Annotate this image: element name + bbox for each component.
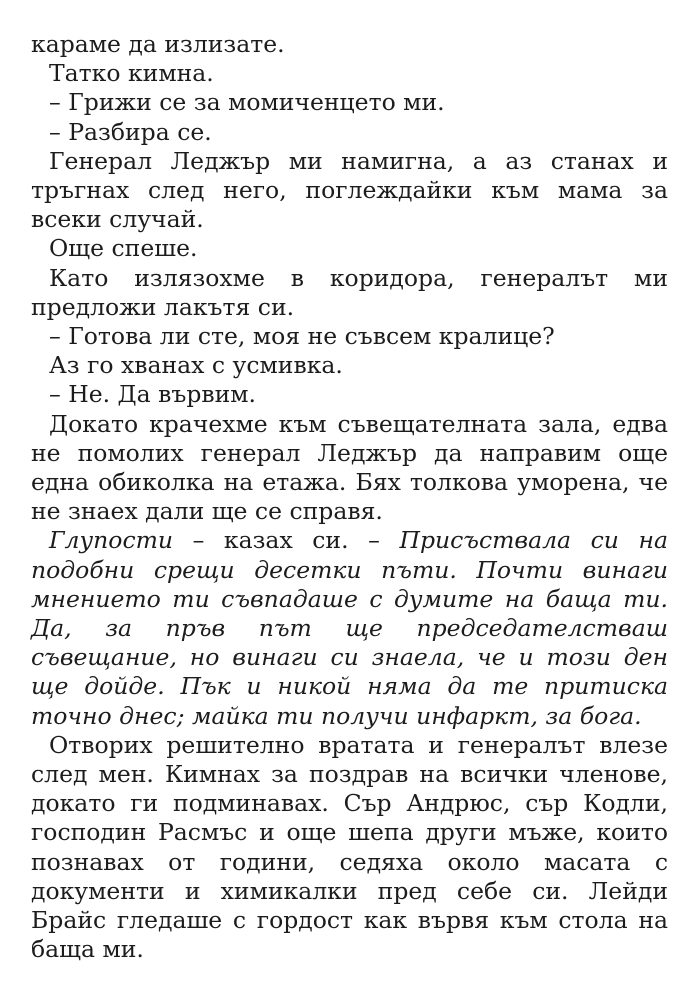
paragraph-still-sleeping: Още спеше. (49, 234, 198, 263)
paragraph-general-winked: Генерал Леджър ми намигна, а аз станах и тръгнах след него, поглеждайки към мама за всеки случай. (31, 146, 668, 234)
dialogue-line: – Готова ли сте, моя не съвсем кралице? (49, 322, 555, 351)
thought-plain-middle: – казах си. – (173, 526, 400, 555)
paragraph-corridor: Като излязохме в коридора, генералът ми предложи лакътя си. (31, 263, 668, 321)
dialogue-line: – Грижи се за момиченцето ми. (49, 88, 445, 117)
paragraph-inner-thought (31, 526, 668, 730)
paragraph-continuation: караме да излизате. (31, 30, 285, 58)
thought-italic-end: Присъствала си на подобни срещи десетки пъти. Почти винаги мнението ти съвпадаше с думите на баща ти. Да, за пръв път ще председателстваш съвещание, но винаги си знаела, че и този ден ще дойде. Пък и никой няма да те притиска точно днес; майка ти получи инфаркт, за бога. (31, 526, 668, 730)
book-page (31, 30, 668, 965)
paragraph-opened-door: Отворих решително вратата и генералът влезе след мен. Кимнах за поздрав на всички членове, докато ги подминавах. Сър Андрюс, сър Кодли, господин Расмъс и още шепа други мъже, които познавах от години, седяха около масата с документи и химикалки пред себе си. Лейди Брайс гледаше с гордост как вървя към стола на баща ми. (31, 730, 668, 964)
paragraph-council-hall: Докато крачехме към съвещателната зала, едва не помолих генерал Леджър да направим още една обиколка на етажа. Бях толкова уморена, че не знаех дали ще се справя. (31, 409, 668, 526)
paragraph-took-arm: Аз го хванах с усмивка. (49, 351, 343, 380)
thought-italic-start: Глупости (49, 526, 174, 555)
dialogue-line: – Не. Да вървим. (49, 380, 257, 409)
paragraph-father-nodded: Татко кимна. (49, 59, 214, 88)
dialogue-line: – Разбира се. (49, 117, 212, 146)
